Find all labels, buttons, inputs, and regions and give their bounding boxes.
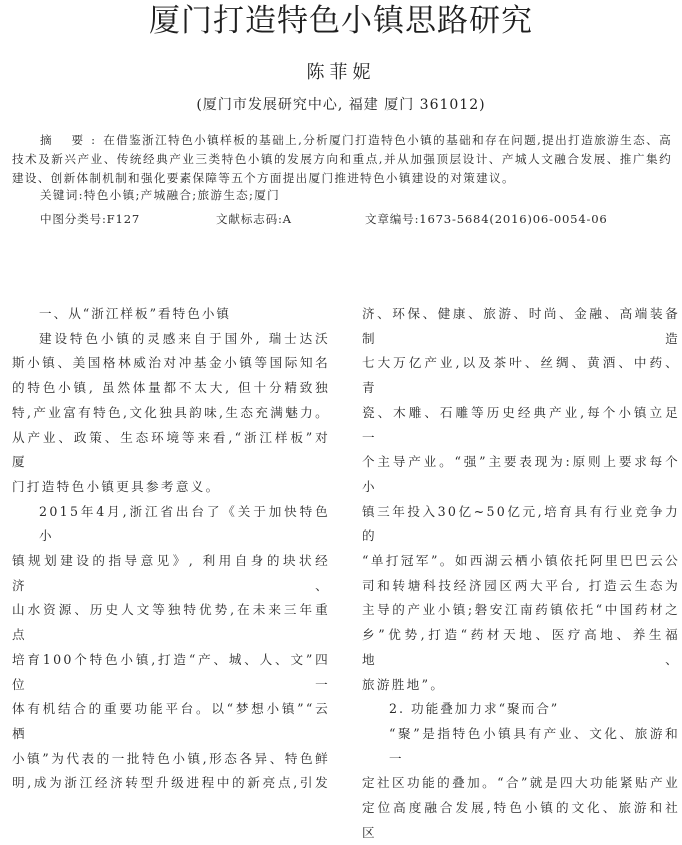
text-line: 个主导产业。“强”主要表现为:原则上要求每个小 bbox=[362, 454, 680, 494]
text-line: 司和转塘科技经济园区两大平台, 打造云生态为 bbox=[362, 577, 680, 593]
text-line: 镇规划建设的指导意见》, 利用自身的块状经济、 bbox=[12, 553, 330, 593]
text-line: 门打造特色小镇更具参考意义。 bbox=[12, 478, 221, 494]
left-column bbox=[12, 302, 330, 796]
text-line: 定社区功能的叠加。“合”就是四大功能紧贴产业 bbox=[362, 775, 680, 791]
text-line: 体有机结合的重要功能平台。以“梦想小镇”“云栖 bbox=[12, 701, 330, 741]
text-line: 旅游胜地”。 bbox=[362, 676, 446, 692]
text-line: 斯小镇、美国格林威治对冲基金小镇等国际知名 bbox=[12, 355, 330, 371]
text-line: 乡”优势,打造“药材天地、医疗高地、养生福地、 bbox=[362, 627, 680, 667]
text-line: 定位高度融合发展,特色小镇的文化、旅游和社区 bbox=[362, 800, 680, 840]
text-line: 的特色小镇, 虽然体量都不太大, 但十分精致独 bbox=[12, 380, 330, 396]
text-line: 七大万亿产业,以及茶叶、丝绸、黄酒、中药、青 bbox=[362, 355, 680, 396]
author-name: 陈菲妮 bbox=[306, 62, 376, 83]
text-line: “单打冠军”。如西湖云栖小镇依托阿里巴巴云公 bbox=[362, 553, 680, 569]
keywords-label: 关键词: bbox=[40, 188, 84, 202]
author-affiliation: (厦门市发展研究中心, 福建 厦门 361012) bbox=[196, 97, 486, 113]
clc-number: 中图分类号:F127 bbox=[40, 212, 141, 226]
article-id: 文章编号:1673-5684(2016)06-0054-06 bbox=[365, 212, 608, 226]
text-line: 建设特色小镇的灵感来自于国外, 瑞士达沃 bbox=[39, 330, 330, 346]
text-line: 小镇”为代表的一批特色小镇,形态各异、特色鲜 bbox=[12, 750, 330, 766]
text-line: 2015年4月,浙江省出台了《关于加快特色小 bbox=[39, 503, 330, 544]
abstract-label: 摘 要: bbox=[40, 133, 104, 147]
text-line: 济、环保、健康、旅游、时尚、金融、高端装备制造 bbox=[362, 306, 680, 346]
right-column bbox=[362, 302, 680, 845]
text-line: 山水资源、历史人文等独特优势,在未来三年重点 bbox=[12, 602, 330, 643]
keywords-text: 特色小镇;产城融合;旅游生态;厦门 bbox=[83, 188, 281, 202]
text-line: 主导的产业小镇;磐安江南药镇依托“中国药材之 bbox=[362, 602, 680, 618]
text-line: 镇三年投入30亿~50亿元,培育具有行业竞争力的 bbox=[362, 503, 680, 544]
text-line: 瓷、木雕、石雕等历史经典产业,每个小镇立足一 bbox=[362, 404, 680, 445]
paper-title: 厦门打造特色小镇思路研究 bbox=[149, 3, 533, 39]
text-line: 特,产业富有特色,文化独具韵味,生态充满魅力。 bbox=[12, 404, 330, 420]
keywords bbox=[40, 187, 280, 203]
text-line: “聚”是指特色小镇具有产业、文化、旅游和一 bbox=[389, 725, 680, 766]
document-code: 文献标志码:A bbox=[216, 212, 292, 226]
text-line: 从产业、政策、生态环境等来看,“浙江样板”对厦 bbox=[12, 429, 330, 470]
section-heading: 一、从“浙江样板”看特色小镇 bbox=[39, 306, 232, 321]
text-line: 培育100个特色小镇,打造“产、城、人、文”四位一 bbox=[12, 651, 330, 692]
abstract bbox=[12, 131, 672, 188]
subsection-heading: 2. 功能叠加力求“聚而合” bbox=[389, 701, 560, 717]
text-line: 明,成为浙江经济转型升级进程中的新亮点,引发 bbox=[12, 775, 330, 791]
abstract-text: 在借鉴浙江特色小镇样板的基础上,分析厦门打造特色小镇的基础和存在问题,提出打造旅游生态、高技术及新兴产业、传统经典产业三类特色小镇的发展方向和重点,并从加强顶层设计、产城人文融合发展、推广集约建设、创新体制机制和强化要素保障等五个方面提出厦门推进特色小镇建设的对策建议。 bbox=[12, 133, 673, 185]
